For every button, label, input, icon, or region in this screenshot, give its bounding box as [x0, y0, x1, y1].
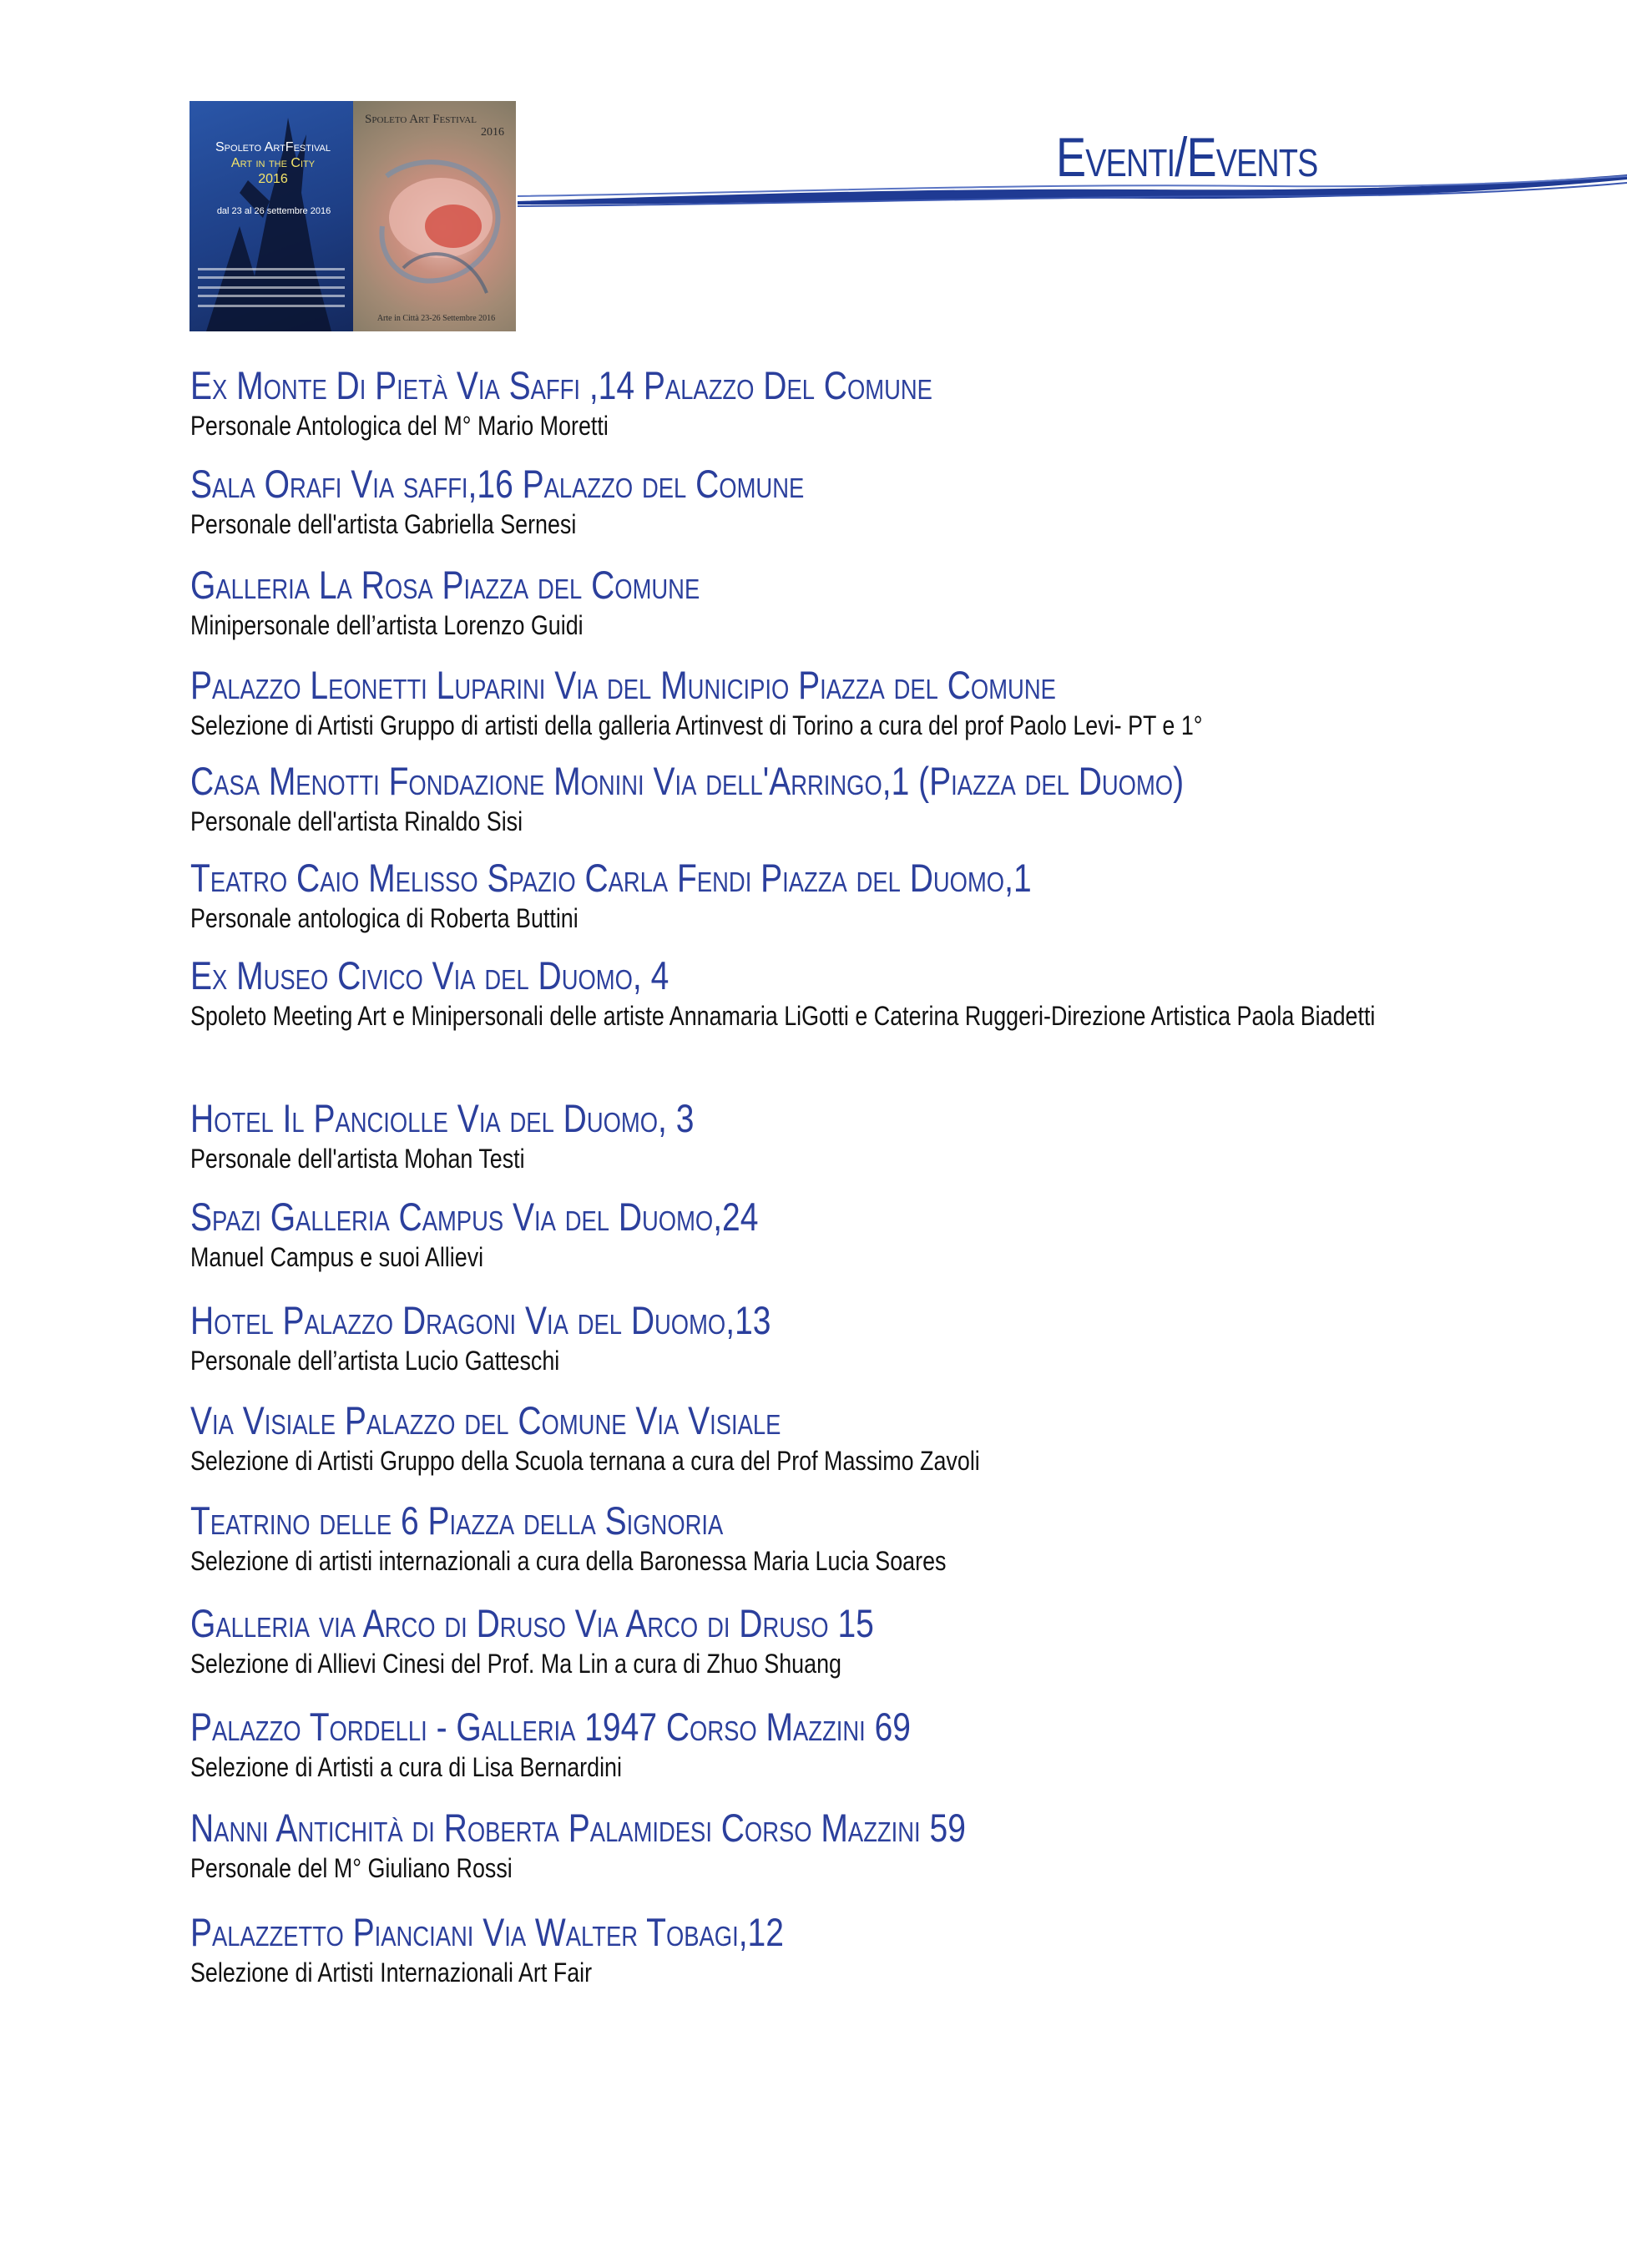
- event-description: Personale del M° Giuliano Rossi: [190, 1853, 513, 1883]
- event-venue-title: Nanni Antichità di Roberta Palamidesi Corso Mazzini 59: [190, 1806, 966, 1850]
- event-item: [190, 1096, 1493, 1177]
- event-description: Personale dell’artista Lucio Gatteschi: [190, 1346, 560, 1376]
- event-item: [190, 1197, 1493, 1275]
- poster-right-panel: [353, 101, 516, 331]
- poster-fine-print: [198, 295, 345, 297]
- event-venue-title: Spazi Galleria Campus Via del Duomo,24: [190, 1195, 759, 1239]
- event-item: [190, 464, 1493, 543]
- event-description: Selezione di Artisti Internazionali Art Fair: [190, 1957, 593, 1988]
- event-description: Personale Antologica del M° Mario Moretti: [190, 411, 609, 441]
- event-item: [190, 1601, 1493, 1682]
- event-description: Personale dell'artista Gabriella Sernesi: [190, 509, 577, 539]
- event-item: [190, 1707, 1493, 1786]
- event-description: Personale dell'artista Rinaldo Sisi: [190, 806, 523, 836]
- event-description: Selezione di artisti internazionali a cura della Baronessa Maria Lucia Soares: [190, 1546, 947, 1576]
- event-venue-title: Ex Museo Civico Via del Duomo, 4: [190, 953, 669, 998]
- festival-poster-image: [189, 101, 516, 331]
- event-description: Minipersonale dell’artista Lorenzo Guidi: [190, 610, 584, 640]
- event-item: [190, 1808, 1493, 1887]
- event-item: [190, 665, 1493, 744]
- event-description: Personale antologica di Roberta Buttini: [190, 903, 579, 933]
- event-description: Selezione di Allievi Cinesi del Prof. Ma Lin a cura di Zhuo Shuang: [190, 1649, 841, 1679]
- event-venue-title: Palazzetto Pianciani Via Walter Tobagi,12: [190, 1910, 784, 1954]
- event-venue-title: Teatrino delle 6 Piazza della Signoria: [190, 1498, 724, 1543]
- event-item: [190, 1298, 1493, 1379]
- event-item: [190, 1912, 1493, 1991]
- event-venue-title: Casa Menotti Fondazione Monini Via dell'Arringo,1 (Piazza del Duomo): [190, 759, 1185, 803]
- event-venue-title: Palazzo Leonetti Luparini Via del Municipio Piazza del Comune: [190, 663, 1056, 707]
- poster-festival-name: Spoleto ArtFestival: [215, 140, 331, 154]
- poster-subtitle: Art in the City: [230, 156, 316, 170]
- event-item: [190, 363, 1493, 444]
- poster-right-title: Spoleto Art Festival: [365, 113, 477, 126]
- event-venue-title: Ex Monte Di Pietà Via Saffi ,14 Palazzo Del Comune: [190, 363, 932, 407]
- poster-right-footer: Arte in Città 23-26 Settembre 2016: [376, 314, 496, 323]
- poster-right-year: 2016: [481, 126, 504, 139]
- event-item: [190, 953, 1493, 1034]
- event-venue-title: Teatro Caio Melisso Spazio Carla Fendi Piazza del Duomo,1: [190, 856, 1032, 900]
- event-item: [190, 565, 1493, 644]
- event-description: Selezione di Artisti a cura di Lisa Bernardini: [190, 1752, 622, 1782]
- event-item: [190, 858, 1493, 937]
- event-item: [190, 1398, 1493, 1479]
- event-description: Selezione di Artisti Gruppo della Scuola ternana a cura del Prof Massimo Zavoli: [190, 1446, 980, 1476]
- event-item: [190, 1498, 1493, 1579]
- event-venue-title: Via Visiale Palazzo del Comune Via Visiale: [190, 1398, 781, 1442]
- poster-fine-print: [198, 268, 345, 270]
- event-venue-title: Sala Orafi Via saffi,16 Palazzo del Comune: [190, 462, 805, 506]
- event-venue-title: Palazzo Tordelli - Galleria 1947 Corso Mazzini 69: [190, 1705, 911, 1749]
- page-title: Eventi/Events: [1056, 126, 1318, 188]
- event-venue-title: Hotel Il Panciolle Via del Duomo, 3: [190, 1096, 695, 1140]
- poster-year: 2016: [258, 172, 288, 186]
- event-venue-title: Galleria via Arco di Druso Via Arco di Druso 15: [190, 1601, 874, 1645]
- event-venue-title: Galleria La Rosa Piazza del Comune: [190, 563, 700, 607]
- event-description: Personale dell'artista Mohan Testi: [190, 1144, 525, 1174]
- event-description: Spoleto Meeting Art e Minipersonali delle artiste Annamaria LiGotti e Caterina Ruggeri-Direzione Artistica Paola Biadetti: [190, 1001, 1376, 1031]
- event-venue-title: Hotel Palazzo Dragoni Via del Duomo,13: [190, 1298, 771, 1342]
- event-description: Manuel Campus e suoi Allievi: [190, 1242, 484, 1272]
- poster-fine-print: [198, 276, 345, 279]
- event-description: Selezione di Artisti Gruppo di artisti della galleria Artinvest di Torino a cura del prof Paolo Levi- PT e 1°: [190, 710, 1203, 740]
- poster-fine-print: [198, 286, 345, 289]
- poster-fine-print: [198, 305, 345, 307]
- event-item: [190, 761, 1493, 840]
- poster-left-panel: [189, 101, 353, 331]
- poster-dates: dal 23 al 26 settembre 2016: [216, 206, 331, 216]
